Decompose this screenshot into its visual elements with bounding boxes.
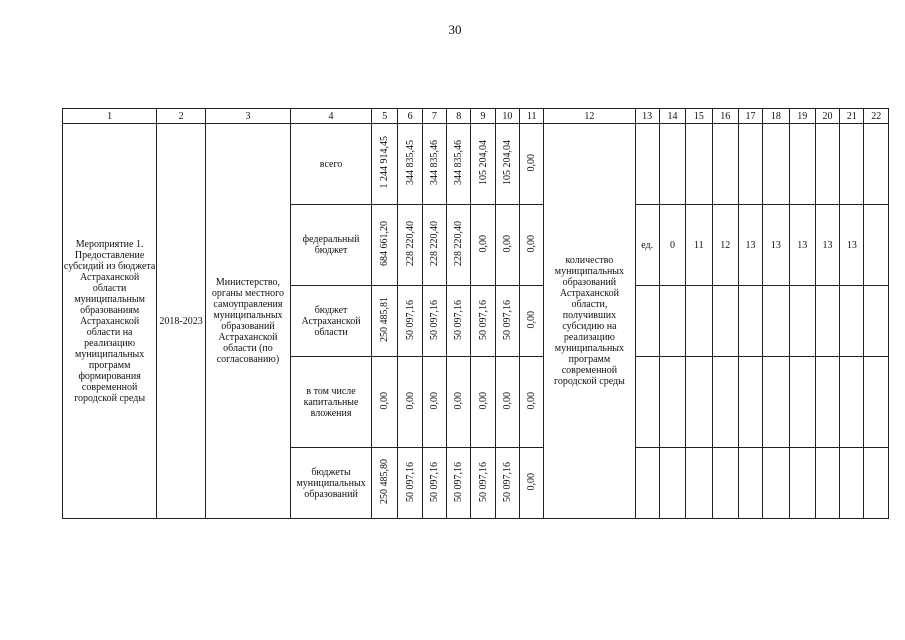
empty-cell xyxy=(789,124,815,205)
header-cell: 22 xyxy=(864,109,889,124)
value-cell: 0,00 xyxy=(520,357,544,448)
empty-cell xyxy=(864,448,889,519)
executor-cell: Министерство, органы местного самоуправления муниципальных образований Астраханской области (по согласованию) xyxy=(205,124,290,519)
indicator-value-cell: 13 xyxy=(738,205,762,286)
value-cell: 50 097,16 xyxy=(398,448,422,519)
header-cell: 10 xyxy=(495,109,519,124)
header-cell: 4 xyxy=(291,109,372,124)
header-cell: 2 xyxy=(157,109,206,124)
source-cell: федеральный бюджет xyxy=(291,205,372,286)
indicator-value-cell: 13 xyxy=(763,205,789,286)
table-row xyxy=(63,124,889,205)
empty-cell xyxy=(840,124,864,205)
indicator-value-cell: 0 xyxy=(659,205,685,286)
empty-cell xyxy=(840,286,864,357)
header-cell: 15 xyxy=(686,109,712,124)
value-cell: 0,00 xyxy=(471,357,495,448)
value-cell: 0,00 xyxy=(520,448,544,519)
indicator-cell: количество муниципальных образований Астраханской области, получивших субсидию на реализацию муниципальных программ современной городской среды xyxy=(544,124,635,519)
value-cell: 50 097,16 xyxy=(447,448,471,519)
empty-cell xyxy=(659,448,685,519)
empty-cell xyxy=(738,286,762,357)
empty-cell xyxy=(789,286,815,357)
value-cell: 50 097,16 xyxy=(495,448,519,519)
value-cell: 0,00 xyxy=(520,205,544,286)
empty-cell xyxy=(712,124,738,205)
value-cell: 0,00 xyxy=(422,357,446,448)
empty-cell xyxy=(659,124,685,205)
indicator-value-cell: 11 xyxy=(686,205,712,286)
source-cell: бюджеты муниципальных образований xyxy=(291,448,372,519)
empty-cell xyxy=(815,124,839,205)
header-cell: 6 xyxy=(398,109,422,124)
value-cell: 0,00 xyxy=(471,205,495,286)
empty-cell xyxy=(864,124,889,205)
empty-cell xyxy=(840,448,864,519)
header-cell: 7 xyxy=(422,109,446,124)
page-number: 30 xyxy=(448,22,462,37)
empty-cell xyxy=(686,448,712,519)
value-cell: 50 097,16 xyxy=(447,286,471,357)
empty-cell xyxy=(686,357,712,448)
value-cell: 0,00 xyxy=(520,286,544,357)
indicator-value-cell: 12 xyxy=(712,205,738,286)
empty-cell xyxy=(789,448,815,519)
empty-cell xyxy=(738,124,762,205)
value-cell: 228 220,40 xyxy=(422,205,446,286)
value-cell: 344 835,46 xyxy=(422,124,446,205)
years-cell: 2018-2023 xyxy=(157,124,206,519)
empty-cell xyxy=(635,286,659,357)
empty-cell xyxy=(659,286,685,357)
empty-cell xyxy=(763,357,789,448)
empty-cell xyxy=(815,286,839,357)
header-cell: 19 xyxy=(789,109,815,124)
header-cell: 18 xyxy=(763,109,789,124)
header-cell: 16 xyxy=(712,109,738,124)
empty-cell xyxy=(815,357,839,448)
source-cell: бюджет Астраханской области xyxy=(291,286,372,357)
header-cell: 14 xyxy=(659,109,685,124)
source-cell: всего xyxy=(291,124,372,205)
header-cell: 20 xyxy=(815,109,839,124)
value-cell: 250 485,80 xyxy=(372,448,398,519)
empty-cell xyxy=(686,286,712,357)
value-cell: 50 097,16 xyxy=(398,286,422,357)
value-cell: 0,00 xyxy=(398,357,422,448)
empty-cell xyxy=(864,357,889,448)
header-cell: 3 xyxy=(205,109,290,124)
unit-cell: ед. xyxy=(635,205,659,286)
value-cell: 105 204,04 xyxy=(495,124,519,205)
value-cell: 50 097,16 xyxy=(422,286,446,357)
value-cell: 228 220,40 xyxy=(447,205,471,286)
indicator-value-cell: 13 xyxy=(840,205,864,286)
empty-cell xyxy=(659,357,685,448)
header-cell: 12 xyxy=(544,109,635,124)
program-table xyxy=(62,108,889,519)
header-cell: 9 xyxy=(471,109,495,124)
value-cell: 0,00 xyxy=(495,205,519,286)
header-cell: 13 xyxy=(635,109,659,124)
empty-cell xyxy=(763,286,789,357)
value-cell: 344 835,46 xyxy=(447,124,471,205)
empty-cell xyxy=(635,124,659,205)
indicator-value-cell: 13 xyxy=(815,205,839,286)
value-cell: 250 485,81 xyxy=(372,286,398,357)
empty-cell xyxy=(635,357,659,448)
value-cell: 0,00 xyxy=(520,124,544,205)
empty-cell xyxy=(763,124,789,205)
empty-cell xyxy=(864,205,889,286)
header-row xyxy=(63,109,889,124)
empty-cell xyxy=(738,448,762,519)
value-cell: 105 204,04 xyxy=(471,124,495,205)
empty-cell xyxy=(635,448,659,519)
value-cell: 684 661,20 xyxy=(372,205,398,286)
value-cell: 50 097,16 xyxy=(471,448,495,519)
empty-cell xyxy=(840,357,864,448)
value-cell: 50 097,16 xyxy=(422,448,446,519)
header-cell: 11 xyxy=(520,109,544,124)
empty-cell xyxy=(686,124,712,205)
empty-cell xyxy=(864,286,889,357)
empty-cell xyxy=(763,448,789,519)
header-cell: 21 xyxy=(840,109,864,124)
empty-cell xyxy=(712,448,738,519)
value-cell: 50 097,16 xyxy=(495,286,519,357)
header-cell: 5 xyxy=(372,109,398,124)
header-cell: 17 xyxy=(738,109,762,124)
value-cell: 1 244 914,45 xyxy=(372,124,398,205)
indicator-value-cell: 13 xyxy=(789,205,815,286)
header-cell: 8 xyxy=(447,109,471,124)
empty-cell xyxy=(712,357,738,448)
value-cell: 228 220,40 xyxy=(398,205,422,286)
value-cell: 50 097,16 xyxy=(471,286,495,357)
value-cell: 0,00 xyxy=(495,357,519,448)
value-cell: 0,00 xyxy=(372,357,398,448)
empty-cell xyxy=(815,448,839,519)
empty-cell xyxy=(738,357,762,448)
value-cell: 344 835,45 xyxy=(398,124,422,205)
empty-cell xyxy=(712,286,738,357)
measure-cell: Мероприятие 1. Предоставление субсидий из бюджета Астраханской области муниципальным образованиям Астраханской области на реализацию муниципальных программ формирования современной городской среды xyxy=(63,124,157,519)
empty-cell xyxy=(789,357,815,448)
value-cell: 0,00 xyxy=(447,357,471,448)
header-cell: 1 xyxy=(63,109,157,124)
source-cell: в том числе капитальные вложения xyxy=(291,357,372,448)
